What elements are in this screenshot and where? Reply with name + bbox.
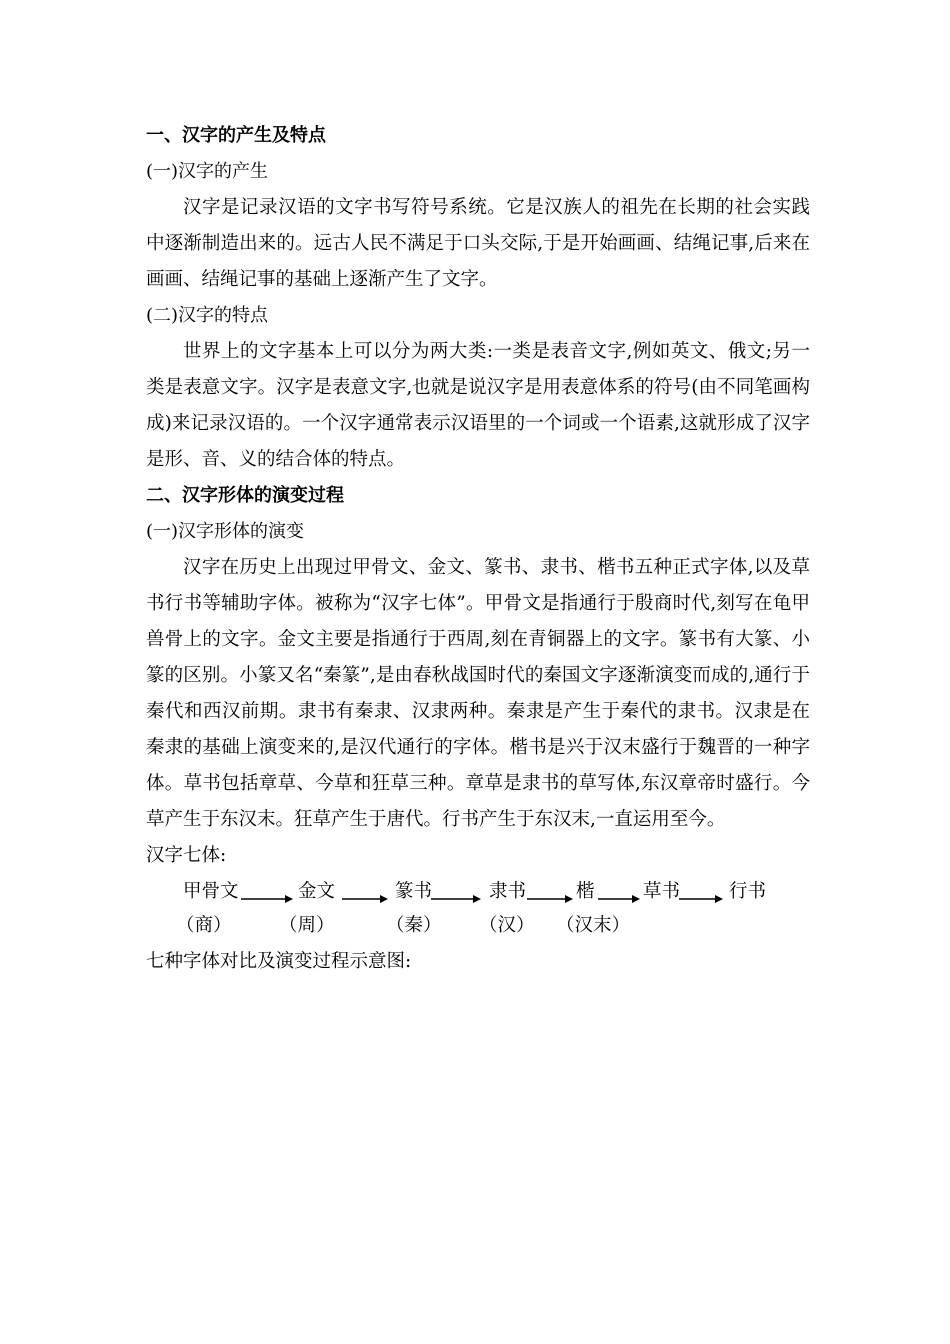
evo-dynasty-zhou: （周） xyxy=(279,915,335,936)
evo-dynasty-qin: （秦） xyxy=(386,915,442,936)
evo-name-kai: 楷 xyxy=(576,881,595,902)
seven-forms-label: 汉字七体: xyxy=(146,845,227,866)
evo-dynasty-hanmo: （汉末） xyxy=(556,915,631,936)
evolution-diagram xyxy=(146,874,810,944)
arrow-right-icon xyxy=(431,894,481,904)
section-1-para-1: 汉字是记录汉语的文字书写符号系统。它是汉族人的祖先在长期的社会实践中逐渐制造出来的。远古人民不满足于口头交际,于是开始画画、结绳记事,后来在画画、结绳记事的基础上逐渐产生了文字。 xyxy=(146,197,810,290)
section-1-sub-2: (二)汉字的特点 xyxy=(146,305,269,326)
evo-name-jiaguwen: 甲骨文 xyxy=(183,881,239,902)
section-1-para-2: 世界上的文字基本上可以分为两大类:一类是表音文字,例如英文、俄文;另一类是表意文字。汉字是表意文字,也就是说汉字是用表意体系的符号(由不同笔画构成)来记录汉语的。一个汉字通常表示汉语里的一个词或一个语素,这就形成了汉字是形、音、义的结合体的特点。 xyxy=(146,341,810,470)
section-2-sub-1: (一)汉字形体的演变 xyxy=(146,521,305,542)
arrow-right-icon xyxy=(527,894,573,904)
section-2-title: 二、汉字形体的演变过程 xyxy=(146,485,344,506)
arrow-right-icon xyxy=(598,894,640,904)
arrow-right-icon xyxy=(241,894,293,904)
arrow-right-icon xyxy=(342,894,388,904)
evo-name-lishu: 隶书 xyxy=(489,881,527,902)
comparison-label: 七种字体对比及演变过程示意图: xyxy=(146,951,412,972)
section-2-para-1: 汉字在历史上出现过甲骨文、金文、篆书、隶书、楷书五种正式字体,以及草书行书等辅助字体。被称为“汉字七体”。甲骨文是指通行于殷商时代,刻写在龟甲兽骨上的文字。金文主要是指通行于西周,刻在青铜器上的文字。篆书有大篆、小篆的区别。小篆又名“秦篆”,是由春秋战国时代的秦国文字逐渐演变而成的,通行于秦代和西汉前期。隶书有秦隶、汉隶两种。秦隶是产生于秦代的隶书。汉隶是在秦隶的基础上演变来的,是汉代通行的字体。楷书是兴于汉末盛行于魏晋的一种字体。草书包括章草、今草和狂草三种。章草是隶书的草写体,东汉章帝时盛行。今草产生于东汉末。狂草产生于唐代。行书产生于东汉末,一直运用至今。 xyxy=(146,557,810,830)
evo-name-xingshu: 行书 xyxy=(729,881,767,902)
section-1-title: 一、汉字的产生及特点 xyxy=(146,125,326,146)
evo-dynasty-shang: （商） xyxy=(176,915,232,936)
evo-name-zhuanshu: 篆书 xyxy=(395,881,433,902)
evo-name-jinwen: 金文 xyxy=(298,881,336,902)
evo-dynasty-han: （汉） xyxy=(479,915,535,936)
document-page xyxy=(146,118,810,980)
evo-name-caoshu: 草书 xyxy=(643,881,681,902)
section-1-sub-1: (一)汉字的产生 xyxy=(146,161,269,182)
arrow-right-icon xyxy=(679,894,723,904)
